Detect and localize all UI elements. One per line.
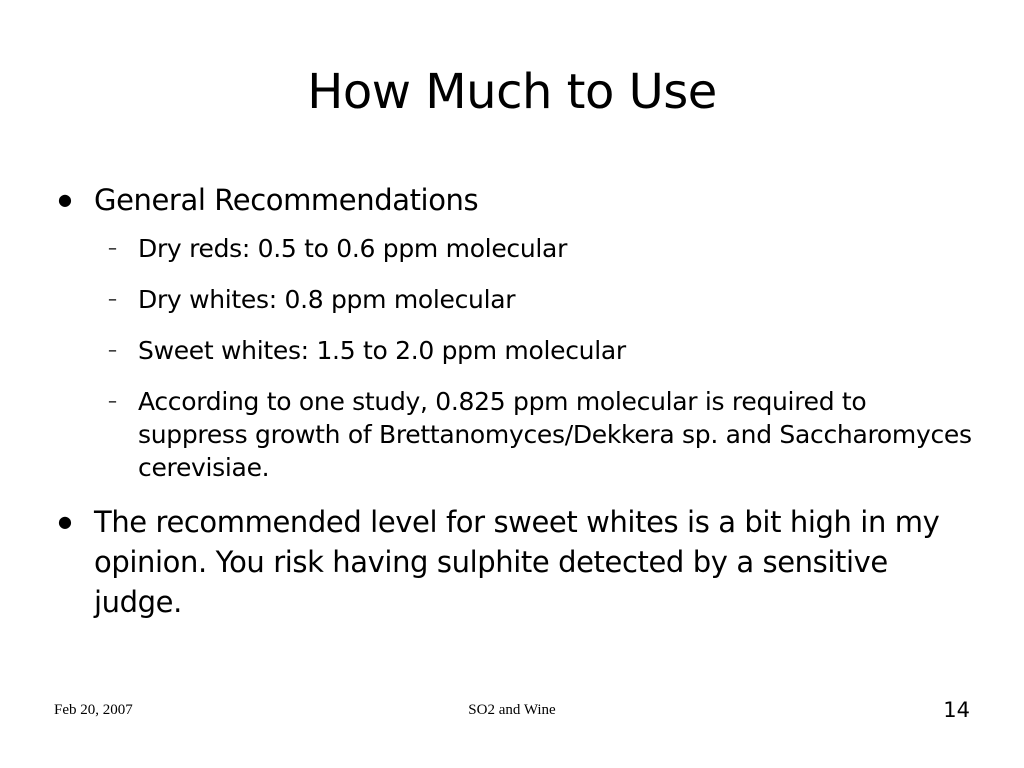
dash-icon: – xyxy=(108,391,117,412)
sub-bullet-list xyxy=(56,232,976,484)
footer-date: Feb 20, 2007 xyxy=(54,702,133,718)
sub-bullet-text: Dry reds: 0.5 to 0.6 ppm molecular xyxy=(138,234,568,263)
bullet-list xyxy=(56,180,976,622)
bullet-dot-icon: ● xyxy=(58,512,72,531)
sub-bullet-item xyxy=(56,334,976,367)
sub-bullet-text: Sweet whites: 1.5 to 2.0 ppm molecular xyxy=(138,336,626,365)
sub-bullet-item xyxy=(56,232,976,265)
dash-icon: – xyxy=(108,289,117,310)
bullet-item xyxy=(56,502,976,622)
bullet-text: The recommended level for sweet whites is a bit high in my opinion. You risk having sulphite detected by a sensitive judge. xyxy=(94,505,940,619)
sub-bullet-item xyxy=(56,385,976,484)
slide-title: How Much to Use xyxy=(307,64,717,120)
slide-number: 14 xyxy=(943,698,970,722)
bullet-text: General Recommendations xyxy=(94,183,479,217)
footer-title: SO2 and Wine xyxy=(468,702,556,718)
dash-icon: – xyxy=(108,238,117,259)
bullet-dot-icon: ● xyxy=(58,190,72,209)
sub-bullet-text: According to one study, 0.825 ppm molecular is required to suppress growth of Brettanomyces/Dekkera sp. and Saccharomyces cerevisiae. xyxy=(138,387,972,482)
bullet-item xyxy=(56,180,976,220)
dash-icon: – xyxy=(108,340,117,361)
sub-bullet-text: Dry whites: 0.8 ppm molecular xyxy=(138,285,516,314)
sub-bullet-item xyxy=(56,283,976,316)
